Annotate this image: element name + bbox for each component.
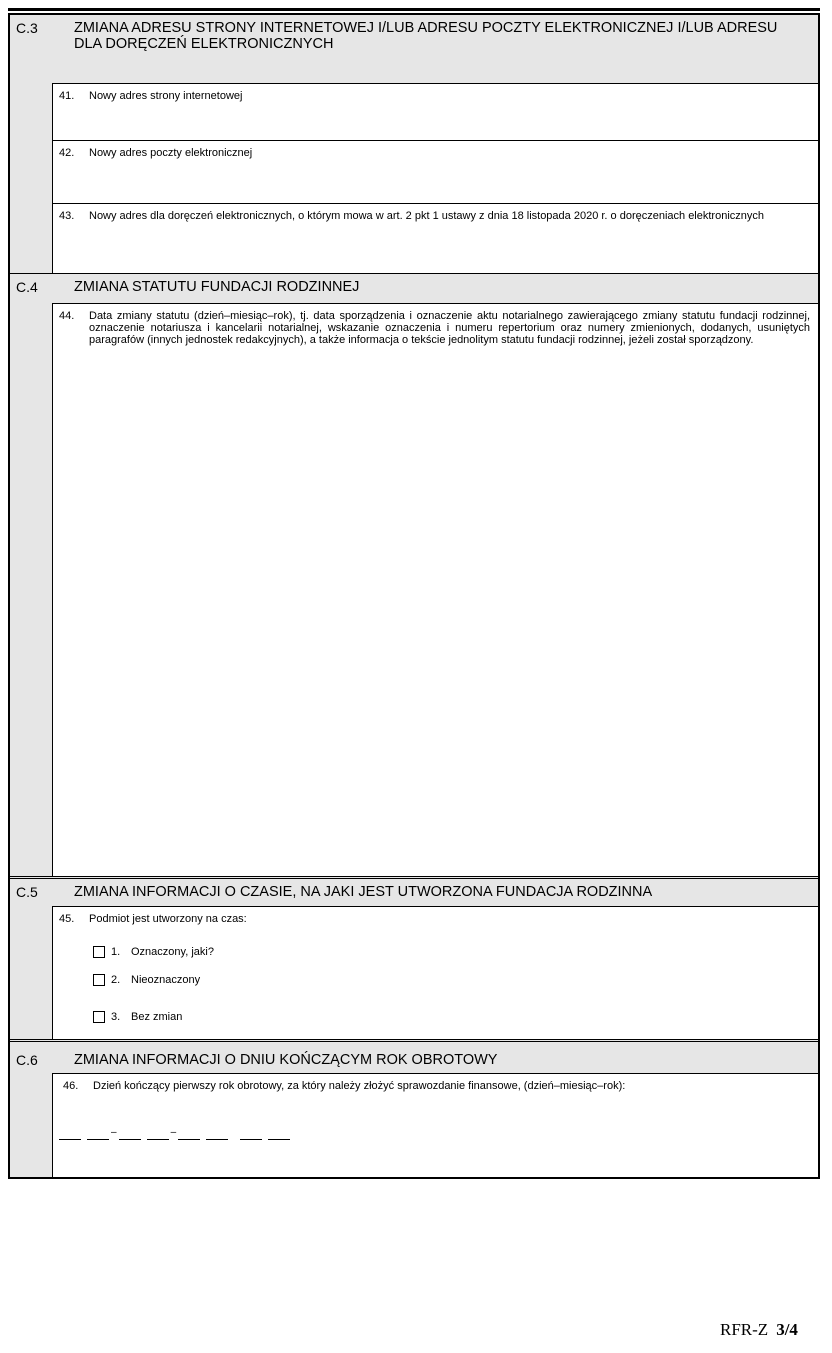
field-46-label: Dzień kończący pierwszy rok obrotowy, za który należy złożyć sprawozdanie finansowe, (dzień–miesiąc–rok): bbox=[93, 1080, 626, 1092]
field-42-number: 42. bbox=[59, 147, 75, 159]
section-c5-header bbox=[10, 876, 818, 906]
section-c6-code: C.6 bbox=[16, 1052, 38, 1068]
option-1-number: 1. bbox=[111, 946, 121, 958]
day-digit-1[interactable] bbox=[59, 1139, 81, 1140]
date-input[interactable] bbox=[59, 1129, 296, 1140]
section-c4-header bbox=[10, 273, 818, 303]
date-separator-1: – bbox=[111, 1127, 117, 1138]
option-1-checkbox[interactable] bbox=[93, 946, 105, 958]
section-c4-title: ZMIANA STATUTU FUNDACJI RODZINNEJ bbox=[74, 279, 360, 295]
form-page bbox=[8, 8, 820, 1179]
year-digit-1[interactable] bbox=[178, 1139, 200, 1140]
section-c5-title: ZMIANA INFORMACJI O CZASIE, NA JAKI JEST UTWORZONA FUNDACJA RODZINNA bbox=[74, 884, 653, 900]
year-digit-2[interactable] bbox=[206, 1139, 228, 1140]
page-number: 3/4 bbox=[776, 1320, 798, 1339]
field-43-number: 43. bbox=[59, 210, 75, 222]
field-45-number: 45. bbox=[59, 913, 75, 925]
field-41-label: Nowy adres strony internetowej bbox=[89, 90, 243, 102]
year-digit-3[interactable] bbox=[240, 1139, 262, 1140]
section-c4-code: C.4 bbox=[16, 279, 38, 295]
option-1-label: Oznaczony, jaki? bbox=[131, 946, 214, 958]
section-c3-gutter bbox=[10, 83, 53, 273]
month-digit-1[interactable] bbox=[119, 1139, 141, 1140]
field-46[interactable] bbox=[53, 1073, 818, 1177]
field-44[interactable] bbox=[53, 303, 818, 876]
day-digit-2[interactable] bbox=[87, 1139, 109, 1140]
section-c4-gutter bbox=[10, 303, 53, 876]
field-43-label: Nowy adres dla doręczeń elektronicznych, o którym mowa w art. 2 pkt 1 ustawy z dnia 18 listopada 2020 r. o doręczeniach elektronicznych bbox=[89, 210, 765, 222]
field-41[interactable] bbox=[53, 83, 818, 140]
top-rule bbox=[8, 8, 820, 11]
date-separator-2: – bbox=[170, 1127, 177, 1138]
option-3-checkbox[interactable] bbox=[93, 1011, 105, 1023]
option-2[interactable] bbox=[93, 973, 810, 987]
section-c6 bbox=[8, 1039, 820, 1179]
field-42-label: Nowy adres poczty elektronicznej bbox=[89, 147, 253, 159]
option-2-number: 2. bbox=[111, 974, 121, 986]
section-c5-code: C.5 bbox=[16, 884, 38, 900]
form-code: RFR-Z bbox=[720, 1320, 769, 1339]
option-2-label: Nieoznaczony bbox=[131, 974, 201, 986]
section-c3-header bbox=[10, 13, 818, 83]
option-1[interactable] bbox=[93, 945, 810, 959]
option-3-number: 3. bbox=[111, 1011, 121, 1023]
section-c3-title: ZMIANA ADRESU STRONY INTERNETOWEJ I/LUB ADRESU POCZTY ELEKTRONICZNEJ I/LUB ADRESU DLA DORĘCZEŃ ELEKTRONICZNYCH bbox=[74, 20, 778, 52]
field-45 bbox=[53, 906, 818, 1039]
field-43[interactable] bbox=[53, 203, 818, 273]
section-c6-gutter bbox=[10, 1073, 53, 1177]
field-45-label: Podmiot jest utworzony na czas: bbox=[89, 913, 247, 925]
page-footer bbox=[720, 1320, 798, 1340]
section-c6-title: ZMIANA INFORMACJI O DNIU KOŃCZĄCYM ROK OBROTOWY bbox=[74, 1052, 498, 1068]
section-c4 bbox=[8, 273, 820, 876]
section-c5 bbox=[8, 876, 820, 1039]
section-c5-gutter bbox=[10, 906, 53, 1039]
year-digit-4[interactable] bbox=[268, 1139, 290, 1140]
field-44-label: Data zmiany statutu (dzień–miesiąc–rok), tj. data sporządzenia i oznaczenie aktu notarialnego zawierającego zmiany statutu fundacji rodzinnej, oznaczenie notariusza i kancelarii notarialnej, wskazanie oznaczenia i numeru repertorium oraz numery zmienionych, dodanych, usuniętych paragrafów (innych jednostek redakcyjnych), a także informacja o tekście jednolitym statutu fundacji rodzinnej, jeżeli został sporządzony. bbox=[89, 310, 810, 346]
field-46-number: 46. bbox=[63, 1080, 79, 1092]
option-2-checkbox[interactable] bbox=[93, 974, 105, 986]
section-c3 bbox=[8, 13, 820, 273]
month-digit-2[interactable] bbox=[147, 1139, 169, 1140]
option-3-label: Bez zmian bbox=[131, 1011, 183, 1023]
field-44-number: 44. bbox=[59, 310, 75, 322]
section-c3-code: C.3 bbox=[16, 20, 38, 36]
field-41-number: 41. bbox=[59, 90, 75, 102]
section-c6-header bbox=[10, 1039, 818, 1073]
field-42[interactable] bbox=[53, 140, 818, 203]
option-3[interactable] bbox=[93, 1010, 810, 1024]
